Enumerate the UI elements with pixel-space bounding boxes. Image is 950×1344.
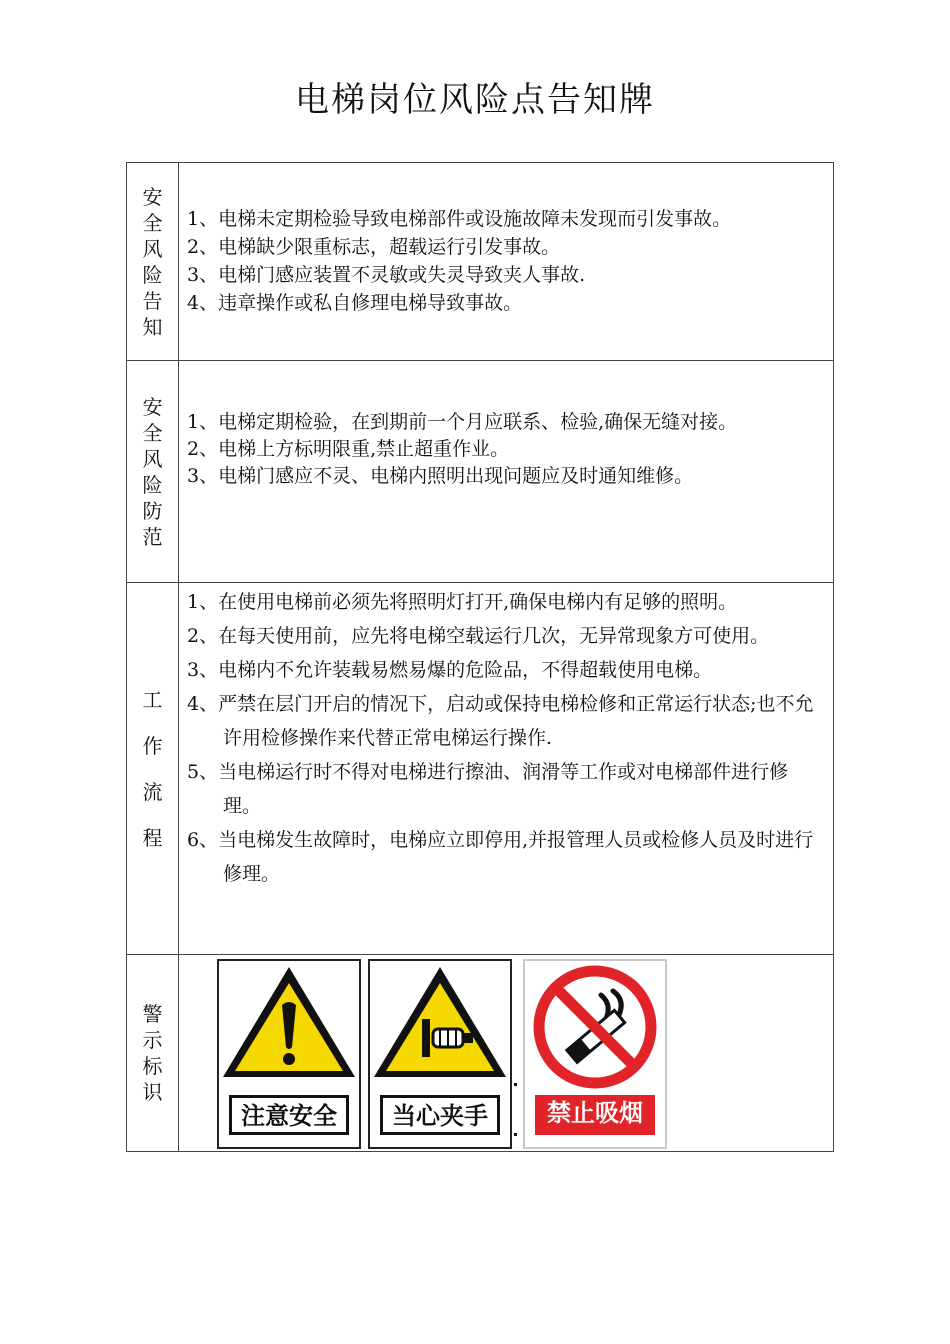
section-content (179, 163, 834, 361)
list-item: 2、在每天使用前，应先将电梯空载运行几次，无异常现象方可使用。 (187, 625, 770, 647)
risk-notice-table (126, 162, 834, 1152)
list-item: 1、在使用电梯前必须先将照明灯打开,确保电梯内有足够的照明。 (187, 591, 738, 613)
no-smoking-sign (523, 959, 667, 1149)
section-label: 警示标识 (127, 955, 179, 1152)
warning-exclamation-icon (219, 961, 359, 1091)
section-work-process (127, 583, 834, 955)
list-item: 3、电梯内不允许装载易燃易爆的危险品，不得超载使用电梯。 (187, 659, 713, 681)
hand-pinch-warning-icon (370, 961, 510, 1091)
page-title: 电梯岗位风险点告知牌 (295, 80, 655, 120)
sign-label: 注意安全 (229, 1095, 349, 1135)
list-item: 3、电梯门感应不灵、电梯内照明出现问题应及时通知维修。 (187, 465, 694, 487)
section-content (179, 361, 834, 583)
section-label: 安全风险告知 (127, 163, 179, 361)
list-item: 2、电梯上方标明限重,禁止超重作业。 (187, 438, 510, 460)
beware-hand-pinch-sign (368, 959, 512, 1149)
caution-safety-sign (217, 959, 361, 1149)
section-risk-prevention (127, 361, 834, 583)
section-label: 工作流程 (127, 583, 179, 955)
section-label: 安全风险防范 (127, 361, 179, 583)
list-item: 4、严禁在层门开启的情况下，启动或保持电梯检修和正常运行状态;也不允许用检修操作来代替正常电梯运行操作. (187, 693, 814, 749)
list-item: 3、电梯门感应装置不灵敏或失灵导致夹人事故. (187, 264, 586, 286)
no-smoking-icon (525, 961, 665, 1091)
section-content (179, 583, 834, 955)
sign-label: 禁止吸烟 (535, 1095, 655, 1135)
section-risk-notice (127, 163, 834, 361)
sign-label: 当心夹手 (380, 1095, 500, 1135)
section-content (179, 955, 834, 1152)
list-item: 1、电梯定期检验，在到期前一个月应联系、检验,确保无缝对接。 (187, 411, 738, 433)
list-item: 4、违章操作或私自修理电梯导致事故。 (187, 292, 523, 314)
list-item: 2、电梯缺少限重标志，超载运行引发事故。 (187, 236, 561, 258)
list-item: 1、电梯未定期检验导致电梯部件或设施故障未发现而引发事故。 (187, 208, 732, 230)
list-item: 6、当电梯发生故障时，电梯应立即停用,并报管理人员或检修人员及时进行修理。 (187, 829, 814, 885)
section-warning-signs (127, 955, 834, 1152)
list-item: 5、当电梯运行时不得对电梯进行擦油、润滑等工作或对电梯部件进行修理。 (187, 761, 789, 817)
